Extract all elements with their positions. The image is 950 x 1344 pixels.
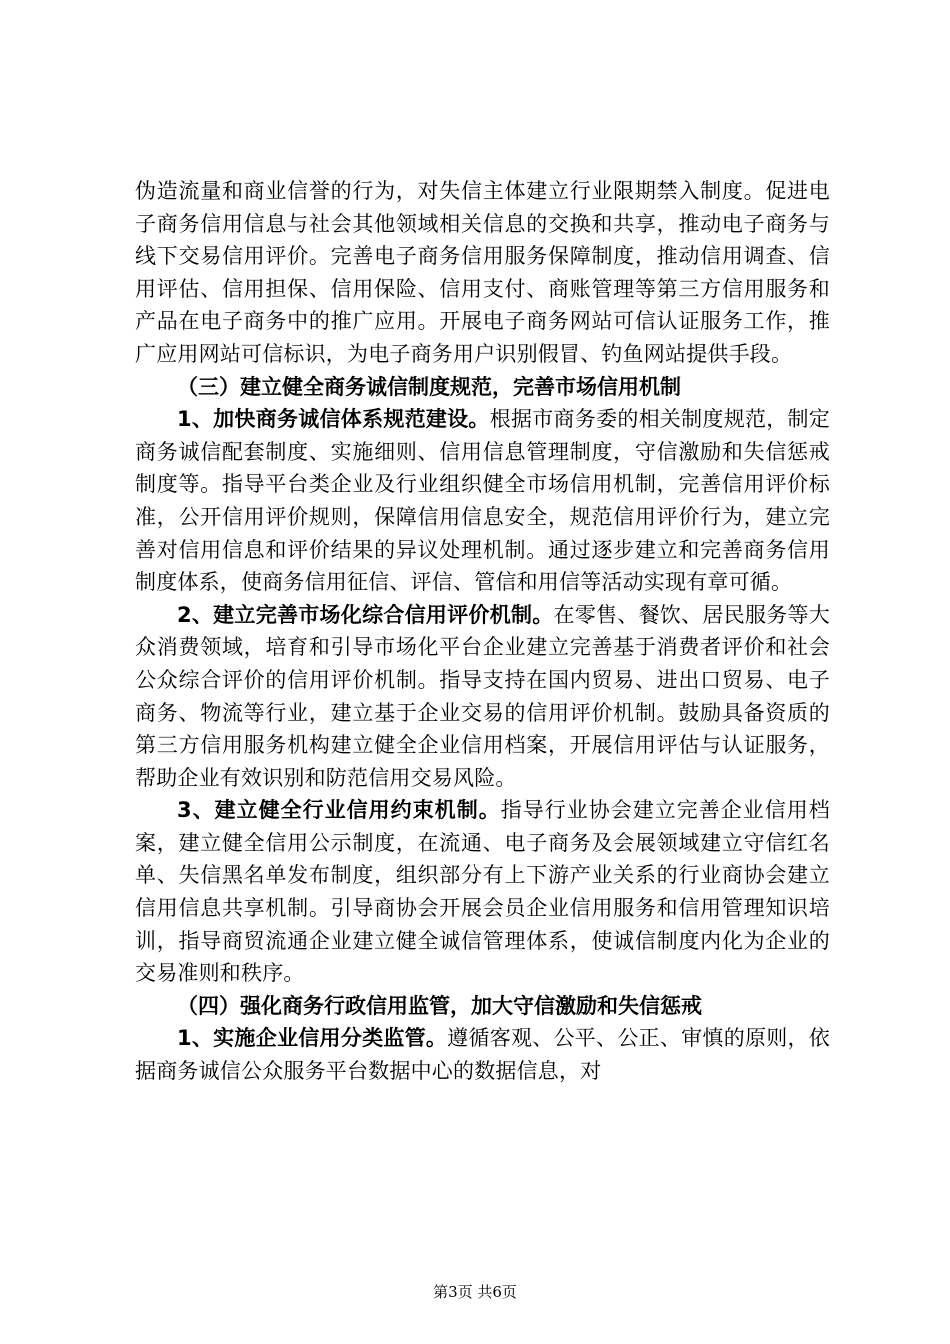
section3-item-3 xyxy=(135,794,830,990)
continued-paragraph: 伪造流量和商业信誉的行为，对失信主体建立行业限期禁入制度。促进电子商务信用信息与社会其他领域相关信息的交换和共享，推动电子商务与线下交易信用评价。完善电子商务信用服务保障制度，推动信用调查、信用评估、信用担保、信用保险、信用支付、商账管理等第三方信用服务和产品在电子商务中的推广应用。开展电子商务网站可信认证服务工作，推广应用网站可信标识，为电子商务用户识别假冒、钓鱼网站提供手段。 xyxy=(135,179,830,366)
section3-item-1 xyxy=(135,403,830,599)
section-heading-3: （三）建立健全商务诚信制度规范，完善市场信用机制 xyxy=(177,374,681,399)
page-number-label: 第3页 共6页 xyxy=(433,1283,517,1301)
page-footer xyxy=(0,1282,950,1302)
item-text: 指导行业协会建立完善企业信用档案，建立健全信用公示制度，在流通、电子商务及会展领域建立守信红名单、失信黑名单发布制度，组织部分有上下游产业关系的行业商协会建立信用信息共享机制。引导商协会开展会员企业信用服务和信用管理知识培训，指导商贸流通企业建立健全诚信管理体系，使诚信制度内化为企业的交易准则和秩序。 xyxy=(135,798,830,986)
section-heading-4: （四）强化商务行政信用监管，加大守信激励和失信惩戒 xyxy=(177,993,702,1018)
section3-item-2 xyxy=(135,599,830,795)
item-lead: 2、建立完善市场化综合信用评价机制。 xyxy=(177,602,554,627)
item-text: 遵循客观、公平、公正、审慎的原则，依据商务诚信公众服务平台数据中心的数据信息，对 xyxy=(135,1026,830,1084)
item-lead: 1、实施企业信用分类监管。 xyxy=(177,1026,448,1051)
item-text: 在零售、餐饮、居民服务等大众消费领域，培育和引导市场化平台企业建立完善基于消费者评价和社会公众综合评价的信用评价机制。指导支持在国内贸易、进出口贸易、电子商务、物流等行业，建立基于企业交易的信用评价机制。鼓励具备资质的第三方信用服务机构建立健全企业信用档案，开展信用评估与认证服务，帮助企业有效识别和防范信用交易风险。 xyxy=(135,602,830,790)
document-body xyxy=(135,175,830,1088)
section4-item-1 xyxy=(135,1022,830,1087)
item-lead: 3、建立健全行业信用约束机制。 xyxy=(177,798,501,823)
item-text: 根据市商务委的相关制度规范，制定商务诚信配套制度、实施细则、信用信息管理制度，守信激励和失信惩戒制度等。指导平台类企业及行业组织健全市场信用机制，完善信用评价标准，公开信用评价规则，保障信用信息安全，规范信用评价行为，建立完善对信用信息和评价结果的异议处理机制。通过逐步建立和完善商务信用制度体系，使商务信用征信、评信、管信和用信等活动实现有章可循。 xyxy=(135,407,830,595)
item-lead: 1、加快商务诚信体系规范建设。 xyxy=(177,407,490,432)
